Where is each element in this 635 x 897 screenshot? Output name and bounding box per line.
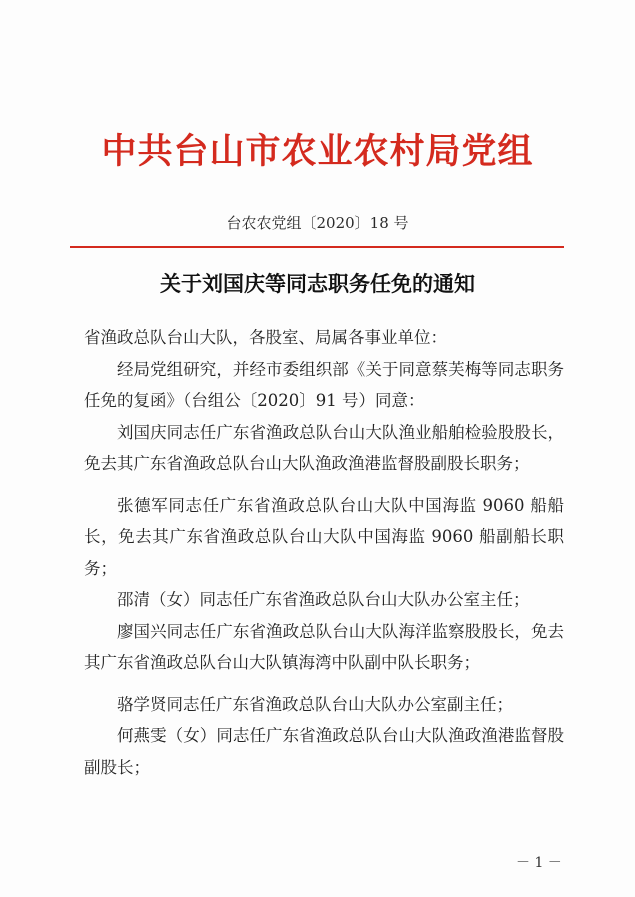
body-paragraph-7: 何燕雯（女）同志任广东省渔政总队台山大队渔政渔港监督股副股长；	[84, 726, 564, 777]
body-paragraph-5: 廖国兴同志任广东省渔政总队台山大队海洋监察股股长，免去其广东省渔政总队台山大队镇海湾中队副中队长职务；	[84, 621, 564, 672]
body-paragraph-2: 刘国庆同志任广东省渔政总队台山大队渔业船舶检验股股长，免去其广东省渔政总队台山大队渔政渔港监督股副股长职务；	[84, 422, 564, 473]
body-paragraph-6: 骆学贤同志任广东省渔政总队台山大队办公室副主任；	[117, 694, 513, 714]
notice-title: 关于刘国庆等同志职务任免的通知	[160, 271, 475, 296]
notice-body	[84, 322, 564, 783]
red-divider-line	[70, 246, 564, 248]
page-number: － 1 －	[516, 855, 562, 871]
body-paragraph-1: 经局党组研究，并经市委组织部《关于同意蔡芙梅等同志职务任免的复函》（台组公〔2020〕91 号）同意：	[84, 359, 564, 410]
recipients-line: 省渔政总队台山大队，各股室、局属各事业单位：	[84, 328, 447, 347]
body-paragraph-3: 张德军同志任广东省渔政总队台山大队中国海监 9060 船船长，免去其广东省渔政总队台山大队中国海监 9060 船副船长职务；	[84, 495, 564, 578]
document-number: 台农农党组〔2020〕18 号	[226, 214, 409, 232]
organization-title: 中共台山市农业农村局党组	[101, 131, 534, 172]
body-paragraph-4: 邵清（女）同志任广东省渔政总队台山大队办公室主任；	[117, 590, 530, 609]
